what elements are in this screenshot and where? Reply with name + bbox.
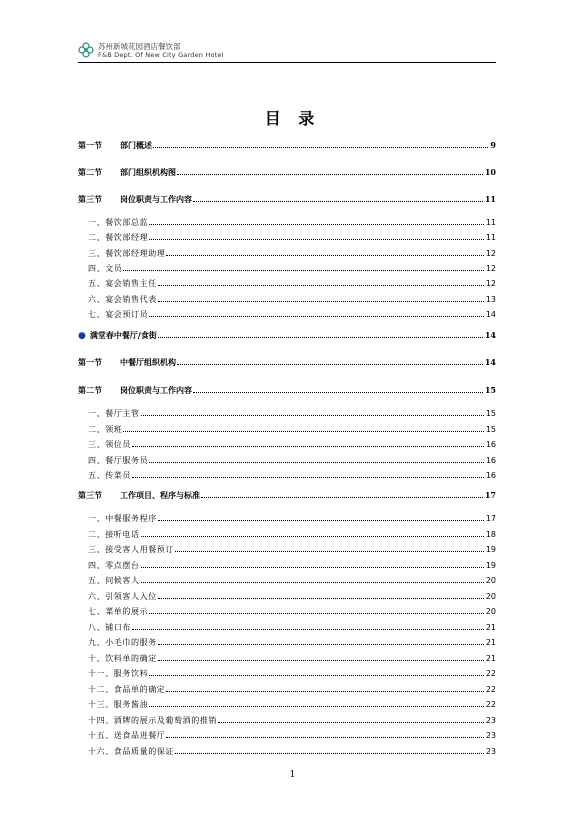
toc-page-number: 20 [485,607,496,616]
dot-leader [132,629,484,630]
toc-entry[interactable] [78,278,496,289]
toc-page-number: 22 [485,685,496,694]
toc-entry[interactable] [78,684,496,695]
toc-page-number: 10 [484,167,496,177]
toc-entry-text: 三、接受客人用餐预订 [88,545,174,554]
toc-entry[interactable] [78,730,496,741]
toc-entry[interactable] [78,668,496,679]
toc-entry-text: 七、宴会预订员 [88,310,149,319]
dot-leader [158,520,484,521]
toc-section-number: 第二节 [78,167,102,177]
dot-leader [141,415,484,416]
toc-page-number: 17 [485,514,496,523]
hotel-logo-icon [78,42,94,58]
toc-entry[interactable] [78,544,496,555]
dot-leader [123,431,483,432]
toc-entry[interactable] [78,653,496,664]
toc-section-number: 第一节 [78,140,102,150]
toc-entry[interactable] [78,248,496,259]
toc-entry[interactable] [78,357,496,368]
toc-entry-text: 十三、服务酱油 [88,700,149,709]
dot-leader [166,691,483,692]
dot-leader [149,706,484,707]
toc-page-number: 13 [485,295,496,304]
toc-entry-text: 五、问候客人 [88,576,140,585]
dot-leader [177,364,483,365]
dot-leader [141,567,484,568]
dot-leader [201,497,483,498]
dot-leader [193,392,483,393]
toc-entry[interactable] [78,746,496,757]
toc-page-number: 19 [485,545,496,554]
toc-page-number: 14 [484,357,496,367]
toc-page-number: 16 [485,471,496,480]
toc-entry[interactable] [78,263,496,274]
toc-section-number: 第三节 [78,194,102,204]
toc-page-number: 21 [485,638,496,647]
toc-entry-text: 四、零点摆台 [88,561,140,570]
toc-entry-text: 十六、食品质量的保证 [88,747,174,756]
toc-page-number: 12 [485,249,496,258]
dot-leader [123,270,483,271]
dot-leader [149,316,484,317]
toc-entry-text: 十一、服务饮料 [88,669,149,678]
toc-entry[interactable] [78,194,496,205]
toc-entry-text: 六、宴会销售代表 [88,295,157,304]
toc-page-number: 11 [484,194,496,204]
toc-page-number: 16 [485,440,496,449]
dot-leader [149,462,484,463]
toc-entry[interactable] [78,167,496,178]
toc-entry-text: 部门概述 [120,140,152,150]
toc-entry-text: 工作项目、程序与标准 [120,490,200,500]
toc-page-number: 22 [485,669,496,678]
toc-page-number: 15 [484,385,496,395]
dot-leader [175,753,484,754]
dot-leader [158,301,484,302]
dot-leader [166,737,483,738]
toc-entry[interactable] [78,385,496,396]
toc-page-number: 23 [485,731,496,740]
toc-entry[interactable] [78,140,496,151]
toc-entry-text: 五、宴会销售主任 [88,279,157,288]
toc-entry-text: 二、接听电话 [88,530,140,539]
toc-page-number: 23 [485,747,496,756]
toc-entry-text: 七、菜单的展示 [88,607,149,616]
toc-entry-text: 部门组织机构图 [120,167,176,177]
toc-entry[interactable] [78,560,496,571]
dot-leader [158,660,484,661]
toc-entry-text: 十五、送食品进餐厅 [88,731,166,740]
toc-entry[interactable] [78,490,496,501]
toc-page-number: 14 [485,310,496,319]
toc-page-number: 21 [485,654,496,663]
dot-leader [158,598,484,599]
toc-page-number: 23 [485,716,496,725]
toc-entry[interactable] [78,606,496,617]
header-english-title: F&B Dept. Of New City Garden Hotel [98,51,224,59]
dot-leader [132,477,484,478]
toc-entry-text: 二、餐饮部经理 [88,233,149,242]
toc-entry-text: 一、餐饮部总监 [88,218,149,227]
toc-entry-text: 五、传菜员 [88,471,131,480]
toc-entry-text: 二、领班 [88,425,123,434]
page-header [78,40,496,63]
toc-page-number: 21 [485,623,496,632]
page-title: 目 录 [264,109,321,128]
toc-page-number: 12 [485,279,496,288]
bullet-icon: ● [78,331,86,341]
toc-page-number: 17 [484,490,496,500]
toc-entry[interactable] [78,217,496,228]
toc-page-number: 12 [485,264,496,273]
toc-entry-text: 中餐厅组织机构 [120,357,176,367]
toc-page-number: 20 [485,576,496,585]
toc-section-number: 第一节 [78,357,102,367]
dot-leader [149,613,484,614]
toc-page-number: 14 [484,330,496,340]
toc-entry-text: 十二、食品单的确定 [88,685,166,694]
toc-page-number: 15 [485,409,496,418]
toc-entry[interactable] [78,529,496,540]
toc-entry-text: 十、饮料单的确定 [88,654,157,663]
toc-entry-text: 岗位职责与工作内容 [120,385,192,395]
dot-leader [158,337,483,338]
toc-entry-text: 一、餐厅主管 [88,409,140,418]
toc-page-number: 9 [490,140,496,150]
dot-leader [141,582,484,583]
toc-entry[interactable] [78,637,496,648]
toc-page-number: 18 [485,530,496,539]
toc-entry-text: 三、餐饮部经理助理 [88,249,166,258]
toc-section-number: 第三节 [78,490,102,500]
toc-entry[interactable] [78,513,496,524]
toc-entry[interactable] [78,470,496,481]
dot-leader [153,147,488,148]
dot-leader [149,239,484,240]
toc-entry[interactable] [78,591,496,602]
header-chinese-title: 苏州新城花园酒店餐饮部 [98,42,181,51]
toc-entry-text: 九、小毛巾的服务 [88,638,157,647]
toc-entry[interactable] [78,294,496,305]
dot-leader [177,174,483,175]
toc-entry[interactable] [78,330,496,341]
toc-entry-text: 三、领位员 [88,440,131,449]
page-number: 1 [289,770,296,780]
toc-page-number: 11 [485,233,496,242]
toc-entry[interactable] [78,455,496,466]
toc-page-number: 22 [485,700,496,709]
toc-entry-text: 十四、酒牌的展示及葡萄酒的推销 [88,716,217,725]
toc-entry[interactable] [78,309,496,320]
dot-leader [158,285,484,286]
dot-leader [141,536,484,537]
toc-section-number: 第二节 [78,385,102,395]
toc-entry[interactable] [78,575,496,586]
toc-entry-text: 八、铺口布 [88,623,131,632]
toc-entry[interactable] [78,408,496,419]
toc-page-number: 19 [485,561,496,570]
toc-page-number: 16 [485,456,496,465]
toc-entry-text: 四、文员 [88,264,123,273]
toc-entry-text: 满堂春中餐厅/食街 [89,330,157,340]
toc-page-number: 11 [485,218,496,227]
toc-entry[interactable] [78,424,496,435]
toc-entry[interactable] [78,622,496,633]
toc-page-number: 20 [485,592,496,601]
toc-entry[interactable] [78,699,496,710]
dot-leader [218,722,484,723]
dot-leader [193,201,483,202]
toc-entry[interactable] [78,232,496,243]
toc-entry[interactable] [78,439,496,450]
dot-leader [149,675,484,676]
dot-leader [175,551,484,552]
toc-entry-text: 六、引领客人入位 [88,592,157,601]
dot-leader [166,255,483,256]
toc-page-number: 15 [485,425,496,434]
dot-leader [158,644,484,645]
toc-entry[interactable] [78,715,496,726]
toc-entry-text: 一、中餐服务程序 [88,514,157,523]
dot-leader [149,224,484,225]
toc-entry-text: 岗位职责与工作内容 [120,194,192,204]
dot-leader [132,446,484,447]
toc-entry-text: 四、餐厅服务员 [88,456,149,465]
